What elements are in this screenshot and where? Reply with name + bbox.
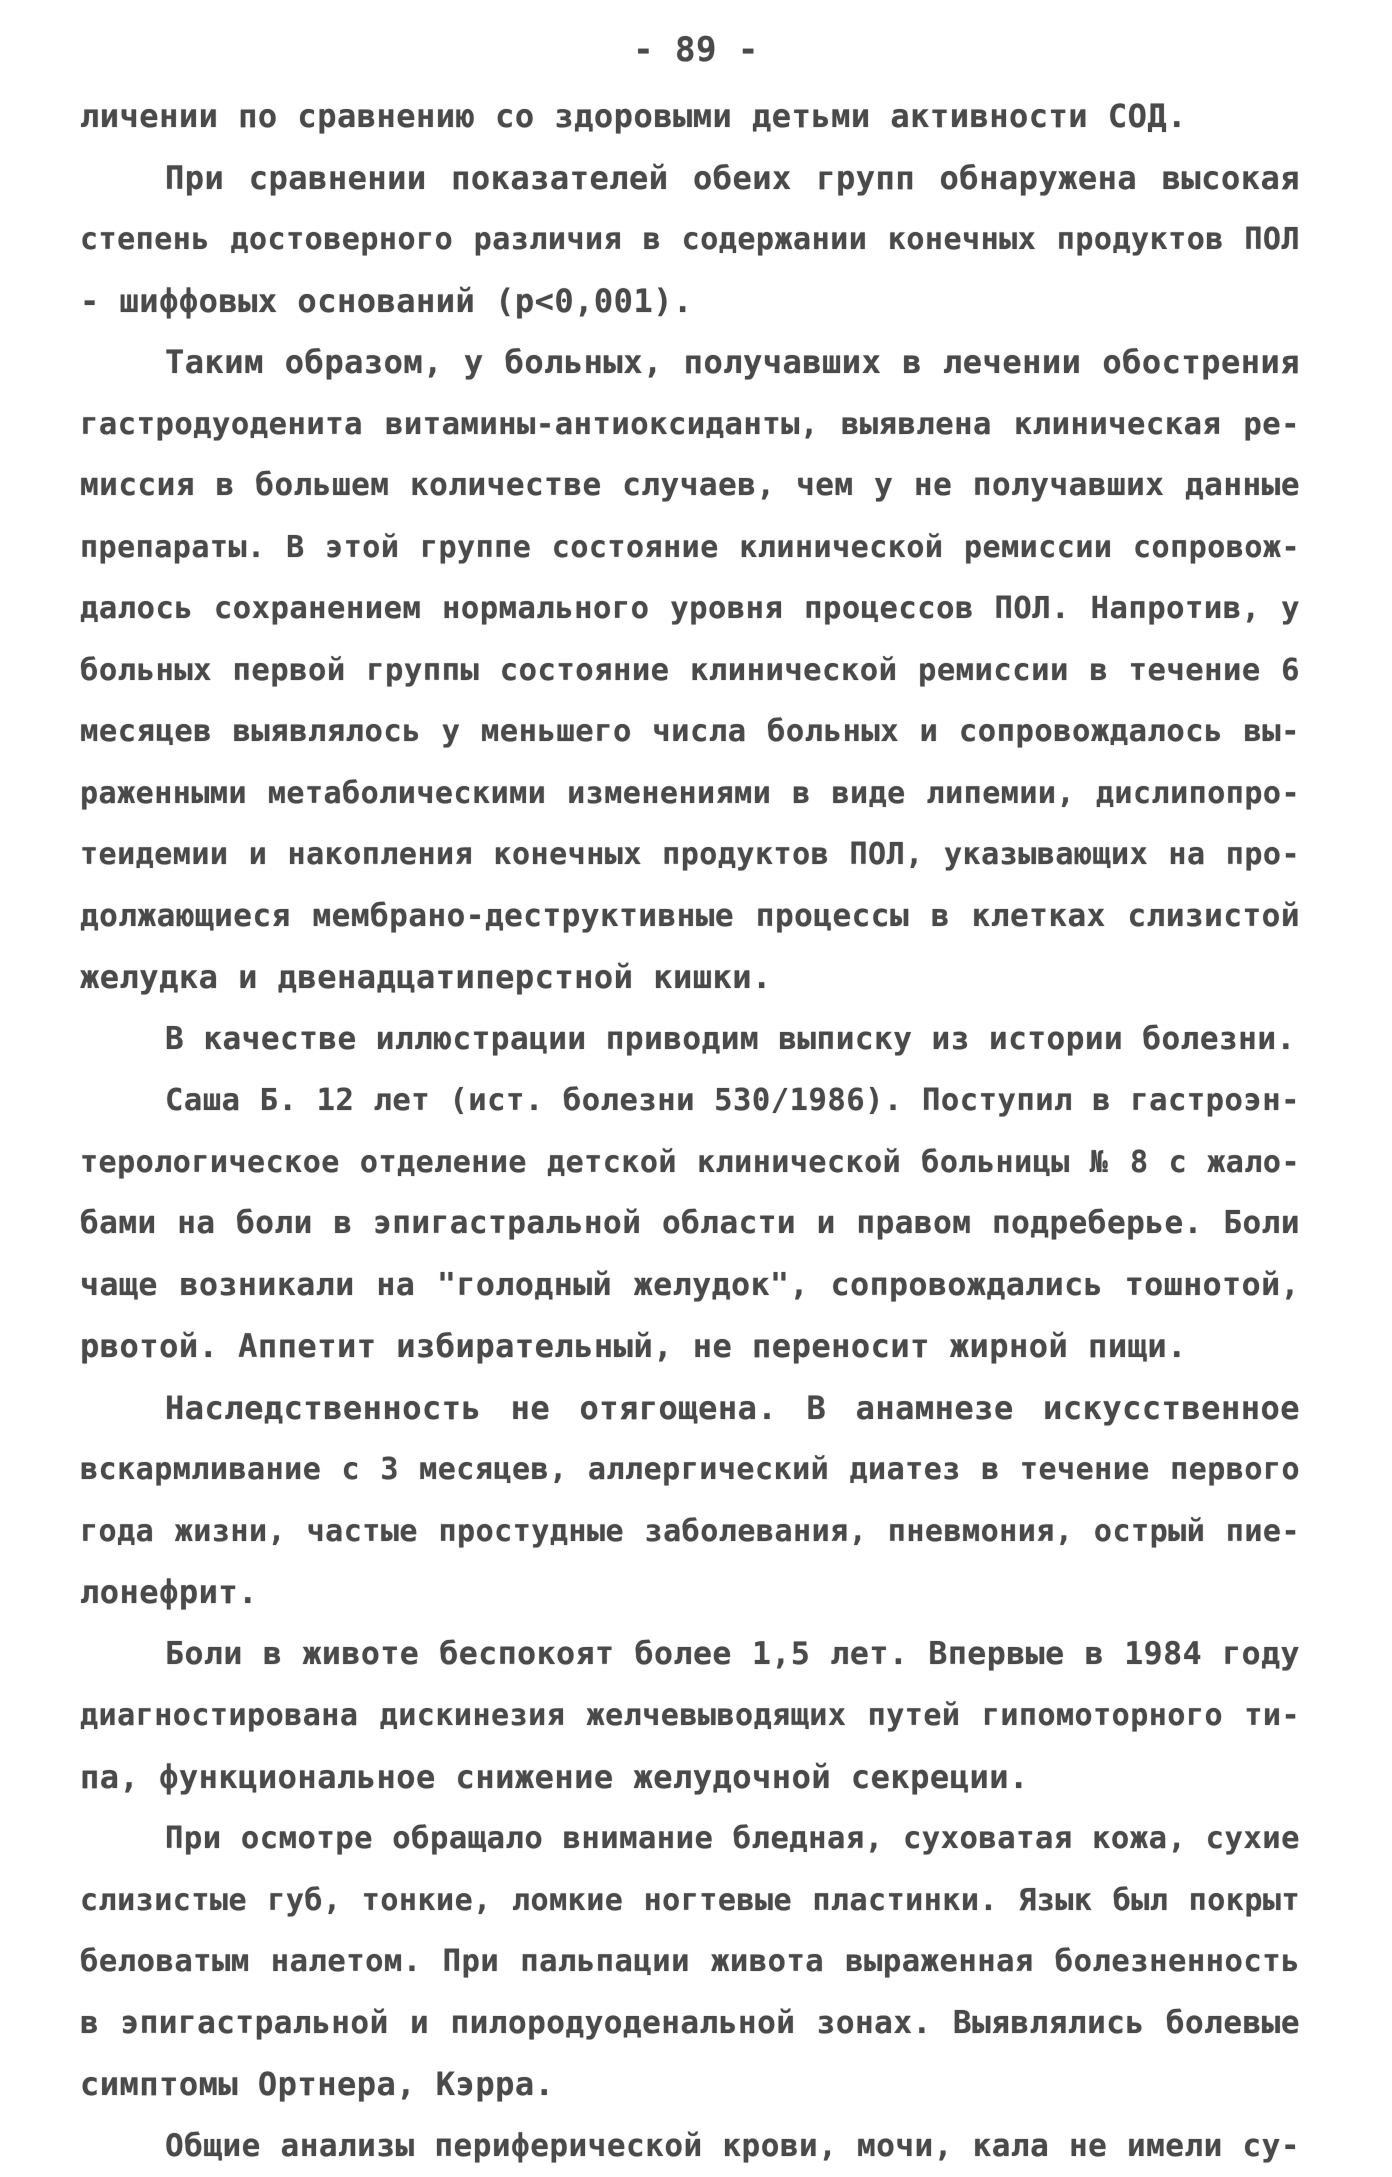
- text-line: далось сохранением нормального уровня процессов ПОЛ. Напротив, у: [80, 578, 1300, 640]
- text-line: гастродуоденита витамины-антиоксиданты, выявлена клиническая ре-: [80, 394, 1300, 456]
- page-number: - 89 -: [0, 30, 1392, 70]
- text-line: теидемии и накопления конечных продуктов ПОЛ, указывающих на про-: [80, 824, 1300, 886]
- text-line: Саша Б. 12 лет (ист. болезни 530/1986). Поступил в гастроэн-: [80, 1070, 1300, 1132]
- text-line: личении по сравнению со здоровыми детьми активности СОД.: [80, 86, 1300, 148]
- text-line: бами на боли в эпигастральной области и правом подреберье. Боли: [80, 1193, 1300, 1255]
- text-line: Боли в животе беспокоят более 1,5 лет. Впервые в 1984 году: [80, 1624, 1300, 1686]
- text-line: диагностирована дискинезия желчевыводящих путей гипомоторного ти-: [80, 1685, 1300, 1747]
- text-line: Таким образом, у больных, получавших в лечении обострения: [80, 332, 1300, 394]
- text-line: месяцев выявлялось у меньшего числа больных и сопровождалось вы-: [80, 701, 1300, 763]
- text-line: па, функциональное снижение желудочной секреции.: [80, 1747, 1300, 1809]
- text-line: лонефрит.: [80, 1562, 1300, 1624]
- text-line: миссия в большем количестве случаев, чем у не получавших данные: [80, 455, 1300, 517]
- text-line: - шиффовых оснований (р<0,001).: [80, 271, 1300, 333]
- text-line: года жизни, частые простудные заболевания, пневмония, острый пие-: [80, 1501, 1300, 1563]
- text-line: Общие анализы периферической крови, мочи, кала не имели су-: [80, 2116, 1300, 2177]
- text-line: чаще возникали на "голодный желудок", сопровождались тошнотой,: [80, 1255, 1300, 1317]
- text-line: раженными метаболическими изменениями в виде липемии, дислипопро-: [80, 763, 1300, 825]
- text-line: рвотой. Аппетит избирательный, не переносит жирной пищи.: [80, 1316, 1300, 1378]
- text-line: должающиеся мембрано-деструктивные процессы в клетках слизистой: [80, 886, 1300, 948]
- text-line: При сравнении показателей обеих групп обнаружена высокая: [80, 148, 1300, 210]
- document-body: [80, 86, 1300, 2177]
- text-line: беловатым налетом. При пальпации живота выраженная болезненность: [80, 1931, 1300, 1993]
- text-line: терологическое отделение детской клинической больницы № 8 с жало-: [80, 1132, 1300, 1194]
- text-line: При осмотре обращало внимание бледная, суховатая кожа, сухие: [80, 1808, 1300, 1870]
- text-line: В качестве иллюстрации приводим выписку из истории болезни.: [80, 1009, 1300, 1071]
- text-line: слизистые губ, тонкие, ломкие ногтевые пластинки. Язык был покрыт: [80, 1870, 1300, 1932]
- text-line: симптомы Ортнера, Кэрра.: [80, 2054, 1300, 2116]
- text-line: препараты. В этой группе состояние клинической ремиссии сопровож-: [80, 517, 1300, 579]
- text-line: желудка и двенадцатиперстной кишки.: [80, 947, 1300, 1009]
- text-line: вскармливание с 3 месяцев, аллергический диатез в течение первого: [80, 1439, 1300, 1501]
- text-line: степень достоверного различия в содержании конечных продуктов ПОЛ: [80, 209, 1300, 271]
- text-line: в эпигастральной и пилородуоденальной зонах. Выявлялись болевые: [80, 1993, 1300, 2055]
- text-line: больных первой группы состояние клинической ремиссии в течение 6: [80, 640, 1300, 702]
- text-line: Наследственность не отягощена. В анамнезе искусственное: [80, 1378, 1300, 1440]
